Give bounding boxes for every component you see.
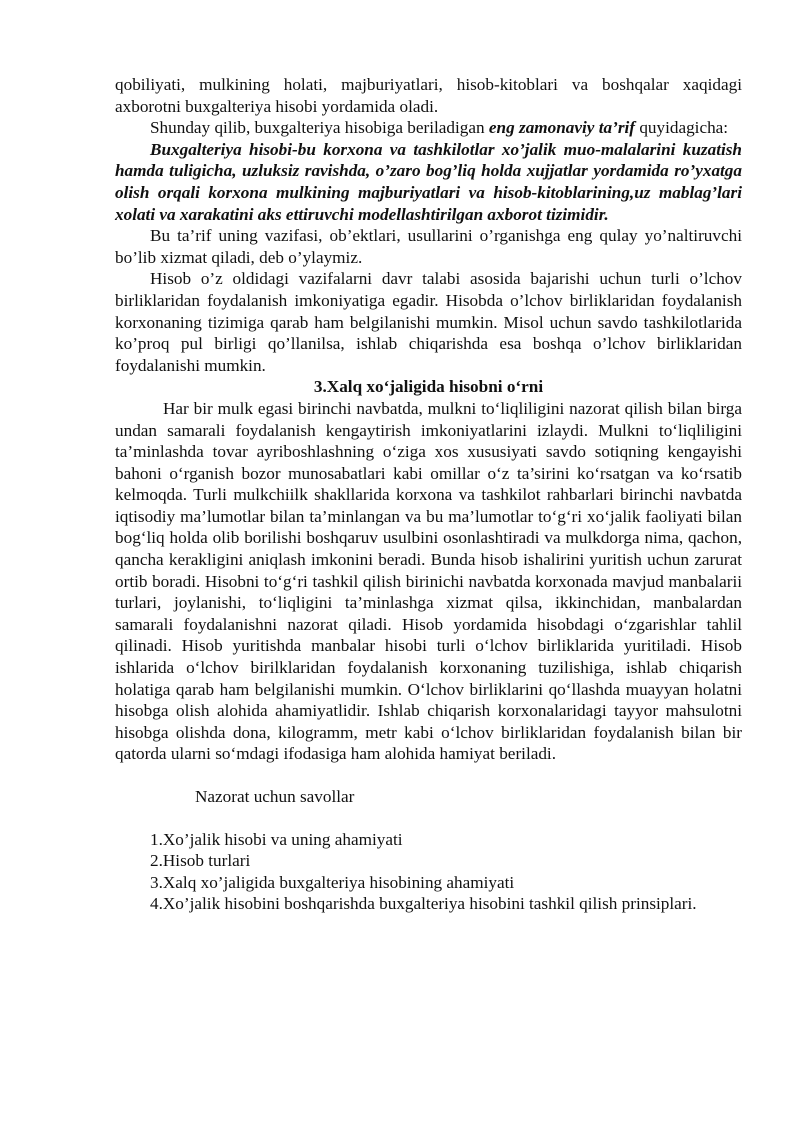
question-item: 2.Hisob turlari — [150, 851, 251, 871]
section-heading: 3.Xalq xo‘jaligida hisobni o‘rni — [313, 377, 544, 397]
paragraph-continuation: qobiliyati, mulkining holati, majburiyatlari, hisob-kitoblari va boshqalar xaqidagi axborotni buxgalteriya hisobi yordamida oladi. — [115, 75, 742, 116]
question-item: 3.Xalq xo’jaligida buxgalteriya hisobining ahamiyati — [150, 872, 515, 892]
intro-text: Shunday qilib, buxgalteriya hisobiga beriladigan — [150, 118, 489, 138]
questions-list — [150, 829, 742, 915]
question-item: 4.Xo’jalik hisobini boshqarishda buxgalteriya hisobini tashkil qilish prinsiplari. — [150, 894, 697, 914]
paragraph-definition-purpose: Bu ta’rif uning vazifasi, ob’ektlari, usullarini o’rganishga eng qulay yo’naltiruvchi bo’lib xizmat qiladi, deb o’ylaymiz. — [115, 226, 742, 267]
questions-title: Nazorat uchun savollar — [195, 787, 355, 806]
question-item: 1.Xo’jalik hisobi va uning ahamiyati — [150, 829, 403, 849]
emphasis-modern-definition: eng zamonaviy ta’rif — [488, 118, 636, 138]
intro-text-end: quyidagicha: — [635, 118, 729, 138]
section-paragraph: Har bir mulk egasi birinchi navbatda, mulkni to‘liqliligini nazorat qilish bilan birga undan samarali foydalanish kengaytirish imkoniyatlarini izlaydi. Mulkni to‘liqliligini ta’minlashda tovar ayriboshlashning o‘ziga xos xususiyati savdo sotiqning kengayishi bahoni o‘rganish bozor munosabatlari kabi omillar o‘z ta’sirini ko‘rsatgan va ko‘rsatib kelmoqda. Turli mulkchiilk shakllarida korxona va tashkilot rahbarlari birinchi navbatda iqtisodiy ma’lumotlar bilan ta’minlangan va bu ma’lumotlar to‘g‘ri xo‘jalik faoliyati bilan bog‘liq holda olib borilishi boshqaruv usulbini osonlashtiradi va mulkdorga nima, qachon, qancha kerakligini aniqlash imkonini beradi. Bunda hisob ishalirini yuritish uchun zarurat ortib boradi. Hisobni to‘g‘ri tashkil qilish birinichi navbatda korxonada mavjud manbalarii turlari, joylanishi, to‘liqligini ta’minlashga xizmat qilsa, ikkinchidan, manbalardan samarali foydalanishni nazorat qiladi. Hisob yordamida hisobdagi o‘zgarishlar tahlil qilinadi. Hisob yuritishda manbalar hisobi turli o‘lchov birliklarida yuritiladi. Hisob ishlarida o‘lchov birilklaridan foydalanish korxonaning tuzilishiga, ishlab chiqarish holatiga qarab ham belgilanishi mumkin. O‘lchov birliklarini qo‘llashda muayyan holatni hisobga olish alohida ahamiyatlidir. Ishlab chiqarish korxonalaridagi tayyor mahsulotni hisobga olishda dona, kilogramm, metr kabi o‘lchov birliklaridan foydalanish bilan bir qatorda ularni so‘mdagi ifodasiga ham alohida hamiyat beriladi. — [115, 398, 742, 764]
document-page — [115, 74, 742, 915]
paragraph-definition-intro — [115, 117, 742, 139]
paragraph-measurement-units: Hisob o’z oldidagi vazifalarni davr talabi asosida bajarishi uchun turli o’lchov birliklaridan foydalanish imkoniyatiga egadir. Hisobda o’lchov birliklaridan foydalanish korxonaning tizimiga qarab ham belgilanishi mumkin. Misol uchun savdo tashkilotlarida ko’proq pul birligi qo’llanilsa, ishlab chiqarishda esa boshqa o’lchov birliklaridan foydalanishi mumkin. — [115, 269, 742, 375]
definition-paragraph: Buxgalteriya hisobi-bu korxona va tashkilotlar xo’jalik muo-malalarini kuzatish hamda tuligicha, uzluksiz ravishda, o’zaro bog’liq holda xujjatlar yordamida ro’yxatga olish orqali korxona mulkining majburiyatlari va hisob-kitoblarining,uz mablag’lari xolati va xarakatini aks ettiruvchi modellashtirilgan axborot tizimidir. — [115, 139, 742, 224]
